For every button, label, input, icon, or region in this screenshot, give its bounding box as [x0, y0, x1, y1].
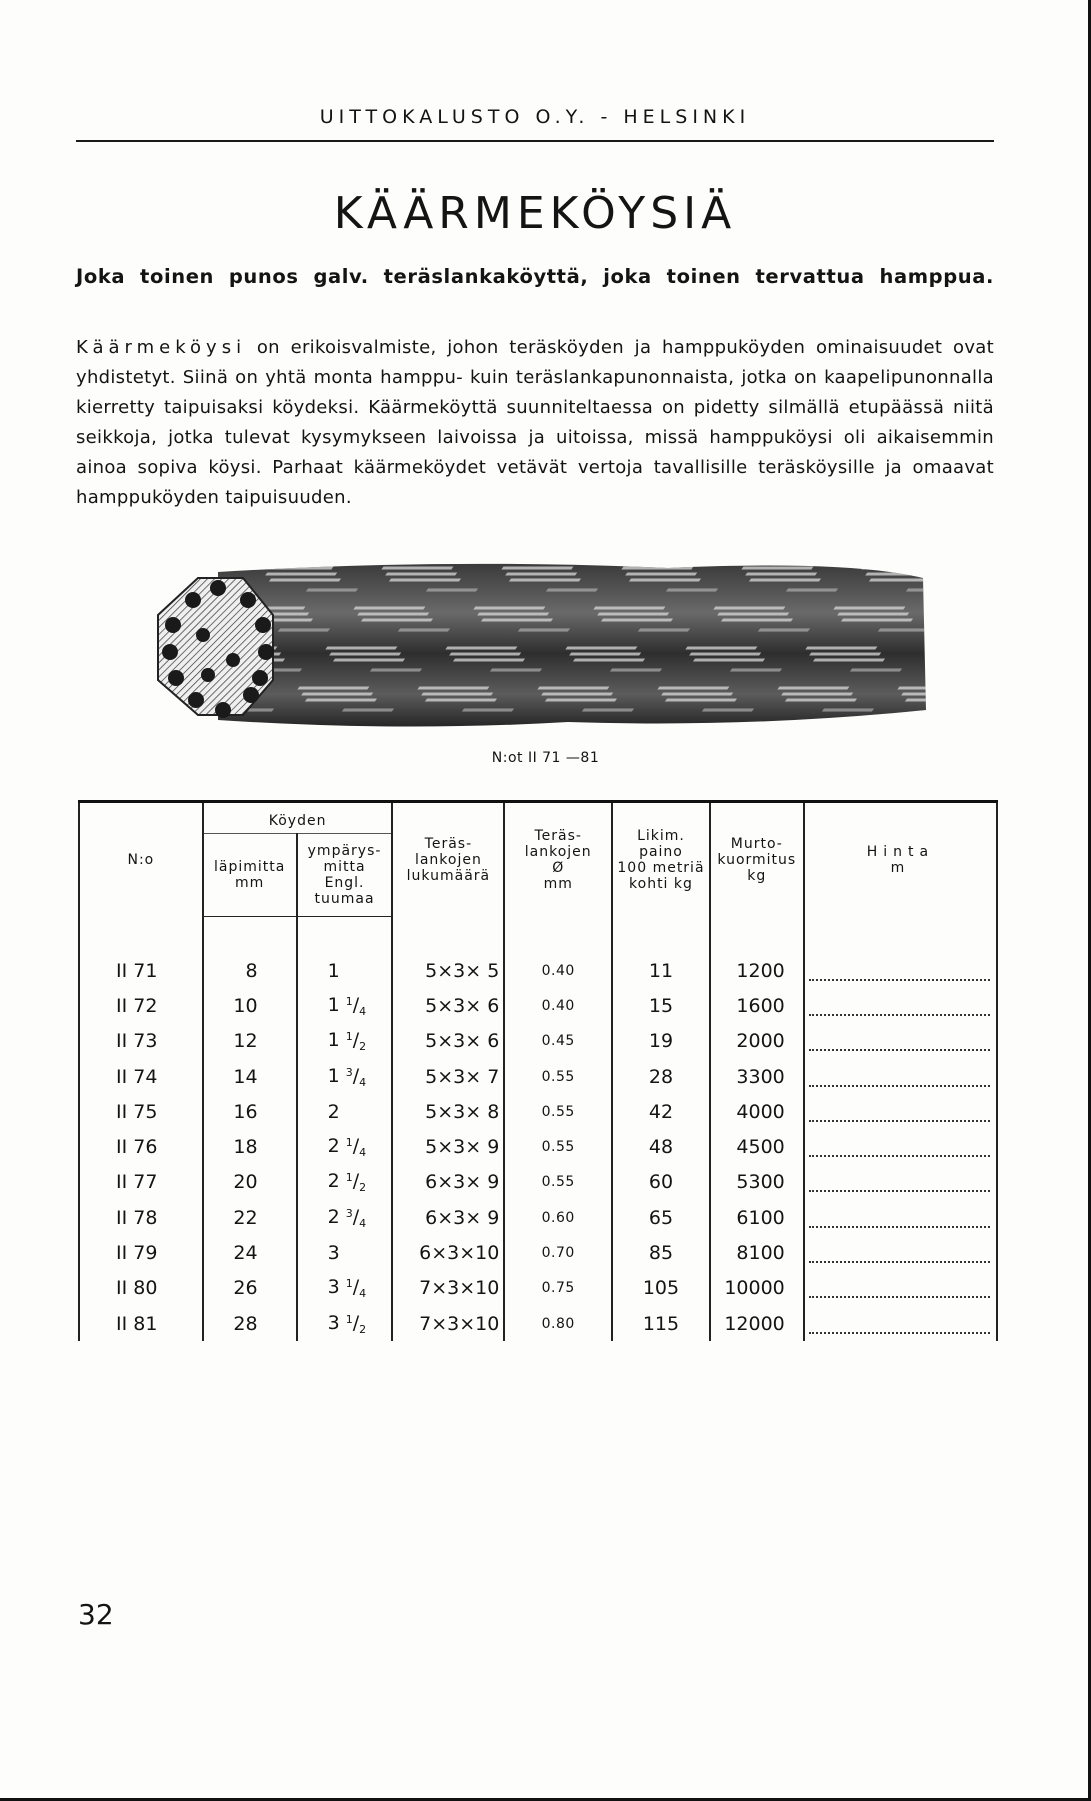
cell-wire-diameter: 0.40: [504, 953, 612, 988]
cell-breaking-load: 6100: [710, 1200, 804, 1235]
cell-price-blank: [804, 988, 997, 1023]
header-wire-count: Teräs- lankojen lukumäärä: [392, 802, 504, 917]
cell-breaking-load: 8100: [710, 1235, 804, 1270]
table-row: [79, 1306, 997, 1341]
cell-no: II 71: [79, 953, 203, 988]
cell-diameter: 20: [203, 1165, 297, 1200]
wire-rope-illustration-icon: [148, 560, 933, 732]
cell-circumference: 2: [297, 1094, 393, 1129]
cell-circumference: 3 $^1/_4$: [297, 1271, 393, 1306]
cell-price-blank: [804, 1306, 997, 1341]
cell-price-blank: [804, 953, 997, 988]
price-fill-line: [809, 1067, 990, 1087]
cell-wire-count: 6×3×10: [392, 1235, 504, 1270]
table-row: [79, 1271, 997, 1306]
cell-no: II 72: [79, 988, 203, 1023]
cell-breaking-load: 10000: [710, 1271, 804, 1306]
cell-no: II 75: [79, 1094, 203, 1129]
cell-circumference: 3: [297, 1235, 393, 1270]
cell-no: II 80: [79, 1271, 203, 1306]
page-number: 32: [78, 1598, 114, 1631]
cell-wire-count: 6×3× 9: [392, 1165, 504, 1200]
cell-wire-count: 5×3× 6: [392, 988, 504, 1023]
cell-circumference: 1 $^1/_2$: [297, 1024, 393, 1059]
cell-wire-diameter: 0.55: [504, 1059, 612, 1094]
cell-wire-diameter: 0.80: [504, 1306, 612, 1341]
cell-price-blank: [804, 1235, 997, 1270]
header-circumference: ympärys- mitta Engl. tuumaa: [297, 834, 393, 917]
cell-circumference: 1 $^3/_4$: [297, 1059, 393, 1094]
cell-wire-count: 5×3× 5: [392, 953, 504, 988]
cell-breaking-load: 1600: [710, 988, 804, 1023]
cell-price-blank: [804, 1059, 997, 1094]
cell-diameter: 18: [203, 1129, 297, 1164]
cell-weight: 28: [612, 1059, 710, 1094]
header-price: Hinta m: [804, 802, 997, 917]
cell-circumference: 3 $^1/_2$: [297, 1306, 393, 1341]
cell-no: II 76: [79, 1129, 203, 1164]
cell-circumference: 2 $^1/_2$: [297, 1165, 393, 1200]
cell-diameter: 24: [203, 1235, 297, 1270]
cell-circumference: 2 $^3/_4$: [297, 1200, 393, 1235]
cell-wire-count: 5×3× 9: [392, 1129, 504, 1164]
cell-price-blank: [804, 1129, 997, 1164]
price-fill-line: [809, 1031, 990, 1051]
header-weight: Likim. paino 100 metriä kohti kg: [612, 802, 710, 917]
cell-diameter: 12: [203, 1024, 297, 1059]
cell-wire-count: 7×3×10: [392, 1306, 504, 1341]
cell-breaking-load: 4000: [710, 1094, 804, 1129]
body-text: on erikoisvalmiste, johon teräsköyden ja hamppuköyden ominaisuudet ovat yhdistetyt. Siinä on yhtä monta hamppu- kuin teräslankapunonnaista, jotka on kaapelipunonnalla kierretty taipuisaksi köydeksi. Käärmeköyttä suunniteltaessa on pidetty silmällä etupäässä niitä seikkoja, jotka tulevat kysymykseen laivoissa ja uitoissa, missä hamppuköysi oli aikaisemmin ainoa sopiva köysi. Parhaat käärmeköydet vetävät vertoja tavallisille teräsköysille ja omaavat hamppuköyden taipuisuuden.: [76, 337, 994, 508]
cell-weight: 48: [612, 1129, 710, 1164]
body-paragraph: [76, 333, 994, 513]
cell-no: II 77: [79, 1165, 203, 1200]
table-row: [79, 988, 997, 1023]
price-fill-line: [809, 1102, 990, 1122]
cell-diameter: 28: [203, 1306, 297, 1341]
cell-breaking-load: 4500: [710, 1129, 804, 1164]
price-fill-line: [809, 1172, 990, 1192]
table-row: [79, 1200, 997, 1235]
cell-weight: 19: [612, 1024, 710, 1059]
cell-wire-diameter: 0.70: [504, 1235, 612, 1270]
price-fill-line: [809, 961, 990, 981]
header-rule: [76, 140, 994, 142]
lead-word: Käärmeköysi: [76, 337, 247, 358]
cell-circumference: 1 $^1/_4$: [297, 988, 393, 1023]
cell-weight: 105: [612, 1271, 710, 1306]
specification-table: [78, 800, 998, 1341]
cell-no: II 81: [79, 1306, 203, 1341]
cell-wire-diameter: 0.40: [504, 988, 612, 1023]
cell-wire-count: 7×3×10: [392, 1271, 504, 1306]
cell-weight: 85: [612, 1235, 710, 1270]
table-row: [79, 1094, 997, 1129]
cell-diameter: 14: [203, 1059, 297, 1094]
cell-price-blank: [804, 1165, 997, 1200]
cell-diameter: 16: [203, 1094, 297, 1129]
cell-wire-diameter: 0.45: [504, 1024, 612, 1059]
price-fill-line: [809, 1278, 990, 1298]
header-breaking-load: Murto- kuormitus kg: [710, 802, 804, 917]
table-row: [79, 1235, 997, 1270]
running-head: UITTOKALUSTO O.Y. - HELSINKI: [319, 106, 751, 128]
cell-breaking-load: 2000: [710, 1024, 804, 1059]
cell-price-blank: [804, 1200, 997, 1235]
cell-breaking-load: 5300: [710, 1165, 804, 1200]
cell-wire-diameter: 0.55: [504, 1165, 612, 1200]
header-diameter: läpimitta mm: [203, 834, 297, 917]
cell-no: II 79: [79, 1235, 203, 1270]
cell-breaking-load: 1200: [710, 953, 804, 988]
cell-wire-diameter: 0.75: [504, 1271, 612, 1306]
cell-price-blank: [804, 1271, 997, 1306]
cell-wire-diameter: 0.60: [504, 1200, 612, 1235]
cell-circumference: 2 $^1/_4$: [297, 1129, 393, 1164]
cell-breaking-load: 12000: [710, 1306, 804, 1341]
price-fill-line: [809, 996, 990, 1016]
cell-price-blank: [804, 1094, 997, 1129]
figure-caption: N:ot II 71 —81: [491, 750, 600, 766]
price-fill-line: [809, 1137, 990, 1157]
cell-no: II 74: [79, 1059, 203, 1094]
cell-wire-count: 5×3× 7: [392, 1059, 504, 1094]
cell-wire-diameter: 0.55: [504, 1094, 612, 1129]
table-row: [79, 953, 997, 988]
cell-diameter: 10: [203, 988, 297, 1023]
cell-wire-count: 6×3× 9: [392, 1200, 504, 1235]
table-row: [79, 1129, 997, 1164]
cell-wire-count: 5×3× 6: [392, 1024, 504, 1059]
cell-weight: 115: [612, 1306, 710, 1341]
table-row: [79, 1165, 997, 1200]
table-row: [79, 1024, 997, 1059]
page-title: KÄÄRMEKÖYSIÄ: [333, 188, 737, 239]
cell-circumference: 1: [297, 953, 393, 988]
cell-diameter: 26: [203, 1271, 297, 1306]
cell-diameter: 22: [203, 1200, 297, 1235]
cell-weight: 65: [612, 1200, 710, 1235]
price-fill-line: [809, 1208, 990, 1228]
cell-no: II 78: [79, 1200, 203, 1235]
cell-wire-diameter: 0.55: [504, 1129, 612, 1164]
cell-wire-count: 5×3× 8: [392, 1094, 504, 1129]
cell-no: II 73: [79, 1024, 203, 1059]
cell-breaking-load: 3300: [710, 1059, 804, 1094]
cell-price-blank: [804, 1024, 997, 1059]
price-fill-line: [809, 1243, 990, 1263]
cell-weight: 42: [612, 1094, 710, 1129]
cell-weight: 11: [612, 953, 710, 988]
table-row: [79, 1059, 997, 1094]
subtitle: Joka toinen punos galv. teräslankaköyttä, joka toinen tervattua hamppua.: [76, 265, 994, 288]
header-no: N:o: [79, 802, 203, 917]
header-rope-group: Köyden: [203, 802, 393, 834]
cell-weight: 15: [612, 988, 710, 1023]
price-fill-line: [809, 1314, 990, 1334]
cell-diameter: 8: [203, 953, 297, 988]
header-wire-diameter: Teräs- lankojen Ø mm: [504, 802, 612, 917]
cell-weight: 60: [612, 1165, 710, 1200]
